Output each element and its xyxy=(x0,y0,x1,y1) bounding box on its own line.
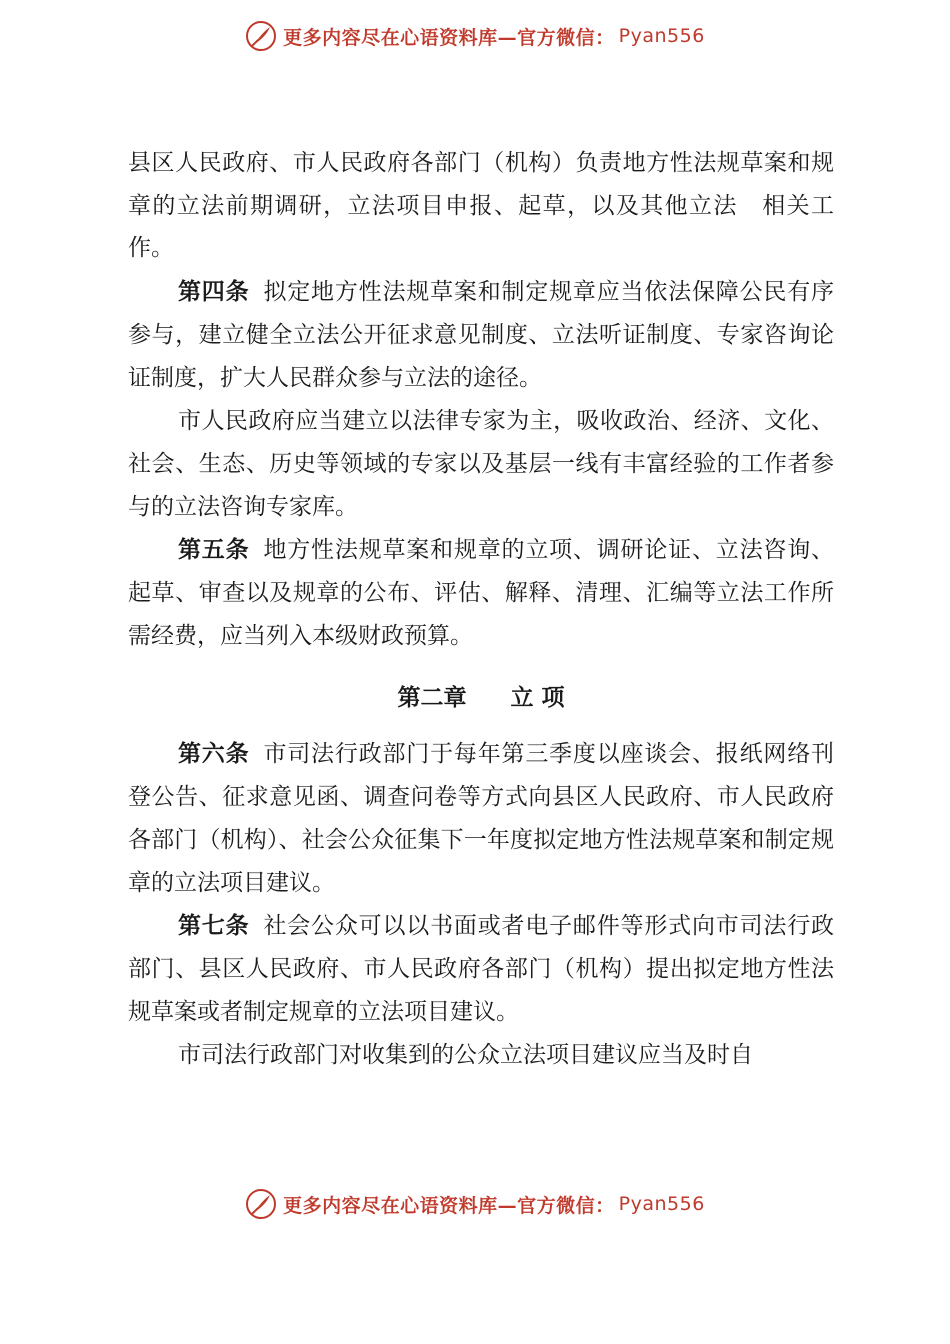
article-number: 第七条 xyxy=(178,913,250,940)
chapter-title: 立 项 xyxy=(510,685,565,712)
chapter-heading xyxy=(128,677,834,719)
watermark-wechat-id: Pyan556 xyxy=(618,1193,705,1215)
paragraph: 第七条 社会公众可以以书面或者电子邮件等形式向市司法行政部门、县区人民政府、市人民政府各部门（机构）提出拟定地方性法规草案或者制定规章的立法项目建议。 xyxy=(128,913,835,1025)
paragraph: 市人民政府应当建立以法律专家为主，吸收政治、经济、文化、社会、生态、历史等领域的专家以及基层一线有丰富经验的工作者参与的立法咨询专家库。 xyxy=(128,408,834,520)
feather-logo-icon xyxy=(245,20,277,52)
article-number: 第六条 xyxy=(178,741,250,768)
paragraph: 第五条 地方性法规草案和规章的立项、调研论证、立法咨询、起草、审查以及规章的公布、评估、解释、清理、汇编等立法工作所需经费，应当列入本级财政预算。 xyxy=(128,537,835,649)
paragraph: 市司法行政部门对收集到的公众立法项目建议应当及时自 xyxy=(178,1042,753,1069)
watermark-wechat-id: Pyan556 xyxy=(618,25,705,47)
paragraph: 县区人民政府、市人民政府各部门（机构）负责地方性法规草案和规章的立法前期调研，立法项目申报、起草，以及其他立法 相关工作。 xyxy=(128,150,834,262)
watermark-text: 更多内容尽在心语资料库—官方微信： xyxy=(283,1194,615,1217)
chapter-number: 第二章 xyxy=(397,685,467,712)
article-number: 第五条 xyxy=(178,537,250,564)
article-number: 第四条 xyxy=(178,279,250,306)
watermark-header xyxy=(0,16,950,56)
document-body xyxy=(128,142,834,1078)
watermark-footer xyxy=(0,1184,950,1224)
feather-logo-icon xyxy=(245,1188,277,1220)
paragraph: 第四条 拟定地方性法规草案和制定规章应当依法保障公民有序参与，建立健全立法公开征求意见制度、立法听证制度、专家咨询论证制度，扩大人民群众参与立法的途径。 xyxy=(128,279,835,391)
paragraph: 第六条 市司法行政部门于每年第三季度以座谈会、报纸网络刊登公告、征求意见函、调查问卷等方式向县区人民政府、市人民政府各部门（机构）、社会公众征集下一年度拟定地方性法规草案和制定规章的立法项目建议。 xyxy=(128,741,835,896)
watermark-text: 更多内容尽在心语资料库—官方微信： xyxy=(283,26,615,49)
